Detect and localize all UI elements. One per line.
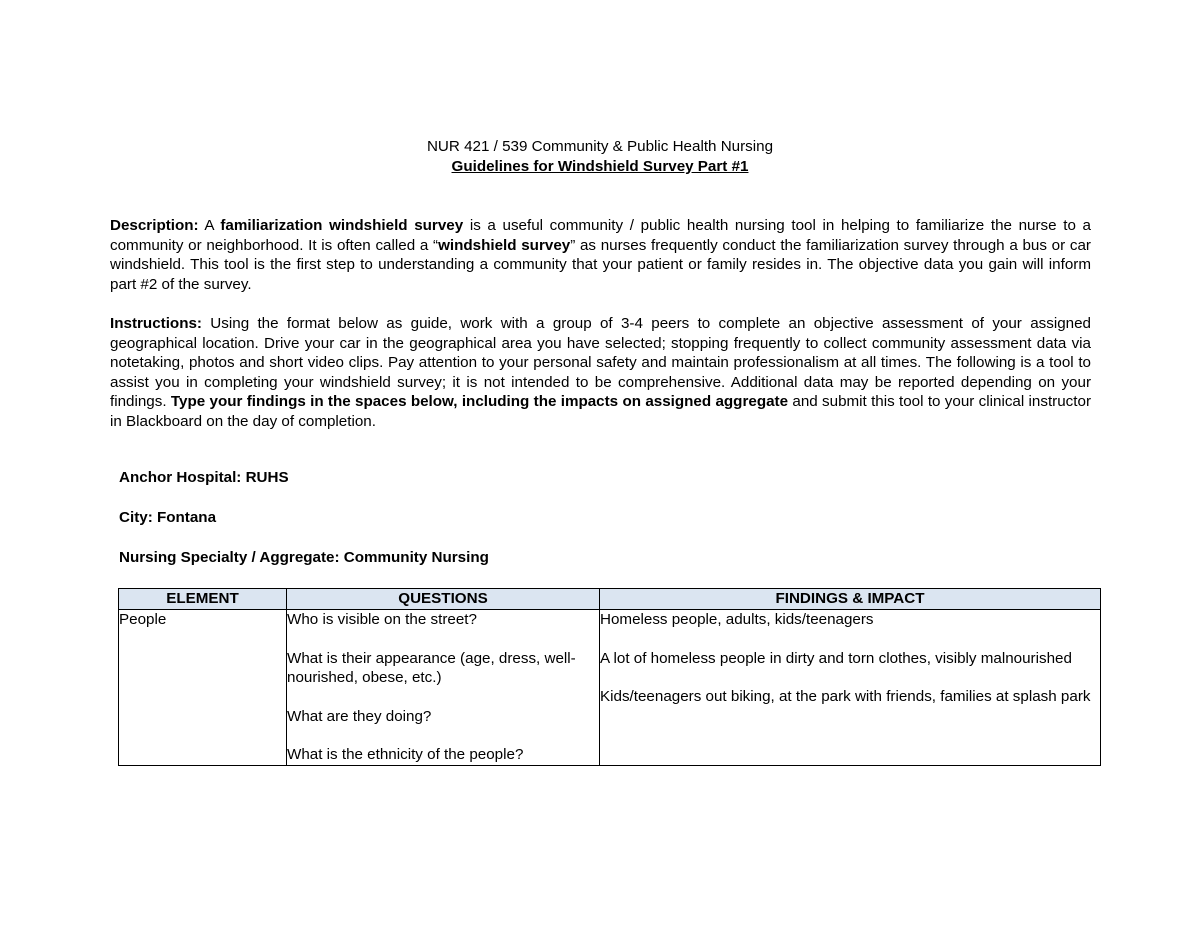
description-bold-1: familiarization windshield survey: [220, 217, 464, 234]
instructions-text-1: Using the format below as guide, work with a group of 3-4 peers to complete an objective assessment of your assigned geographical location. Drive your car in the geographical area you have selected; stopping frequently to collect community assessment data via notetaking, photos and short video clips. Pay attention to your personal safety and maintain professionalism at all times. The following is a tool to assist you in completing your windshield survey; it is not intended to be comprehensive. Additional data may be reported depending on your findings.: [110, 315, 1091, 411]
document-subtitle: Guidelines for Windshield Survey Part #1: [451, 157, 749, 175]
instructions-text-2: and submit this tool to your clinical instructor in Blackboard on the day of completion.: [110, 393, 1091, 430]
finding-item: Homeless people, adults, kids/teenagers: [600, 611, 874, 628]
finding-item: A lot of homeless people in dirty and torn clothes, visibly malnourished: [600, 649, 1072, 667]
description-paragraph: [110, 216, 1091, 294]
element-cell: People: [119, 610, 287, 766]
description-text-1: A: [198, 217, 221, 234]
question-item: What is their appearance (age, dress, well-nourished, obese, etc.): [287, 649, 576, 687]
description-label: Description:: [110, 217, 199, 234]
question-item: What is the ethnicity of the people?: [287, 746, 524, 764]
description-bold-2: windshield survey: [438, 236, 571, 254]
instructions-bold-1: Type your findings in the spaces below, including the impacts on assigned aggregate: [170, 393, 789, 411]
header-questions: QUESTIONS: [287, 589, 600, 610]
findings-cell[interactable]: [600, 610, 1101, 766]
question-item: What are they doing?: [287, 707, 432, 725]
document-header: [0, 137, 1200, 176]
city: City: Fontana: [119, 509, 217, 526]
questions-cell: [287, 610, 600, 766]
finding-item: Kids/teenagers out biking, at the park with friends, families at splash park: [600, 688, 1091, 706]
table-row: [119, 610, 1101, 766]
anchor-hospital: Anchor Hospital: RUHS: [119, 469, 289, 486]
survey-table: [118, 588, 1101, 766]
table-header-row: [119, 589, 1101, 610]
header-element: ELEMENT: [119, 589, 287, 610]
description-text-3: ” as nurses frequently conduct the familiarization survey through a bus or car windshield. This tool is the first step to understanding a community that your patient or family resides in. The objective data you gain will inform part #2 of the survey.: [110, 236, 1091, 293]
header-findings: FINDINGS & IMPACT: [600, 589, 1101, 610]
description-text-2: is a useful community / public health nursing tool in helping to familiarize the nurse to a community or neighborhood. It is often called a “: [110, 217, 1091, 254]
nursing-specialty: Nursing Specialty / Aggregate: Community Nursing: [119, 549, 489, 566]
question-item: Who is visible on the street?: [287, 611, 477, 628]
instructions-label: Instructions:: [110, 315, 202, 332]
course-title: NUR 421 / 539 Community & Public Health Nursing: [426, 138, 774, 155]
instructions-paragraph: [110, 314, 1091, 432]
